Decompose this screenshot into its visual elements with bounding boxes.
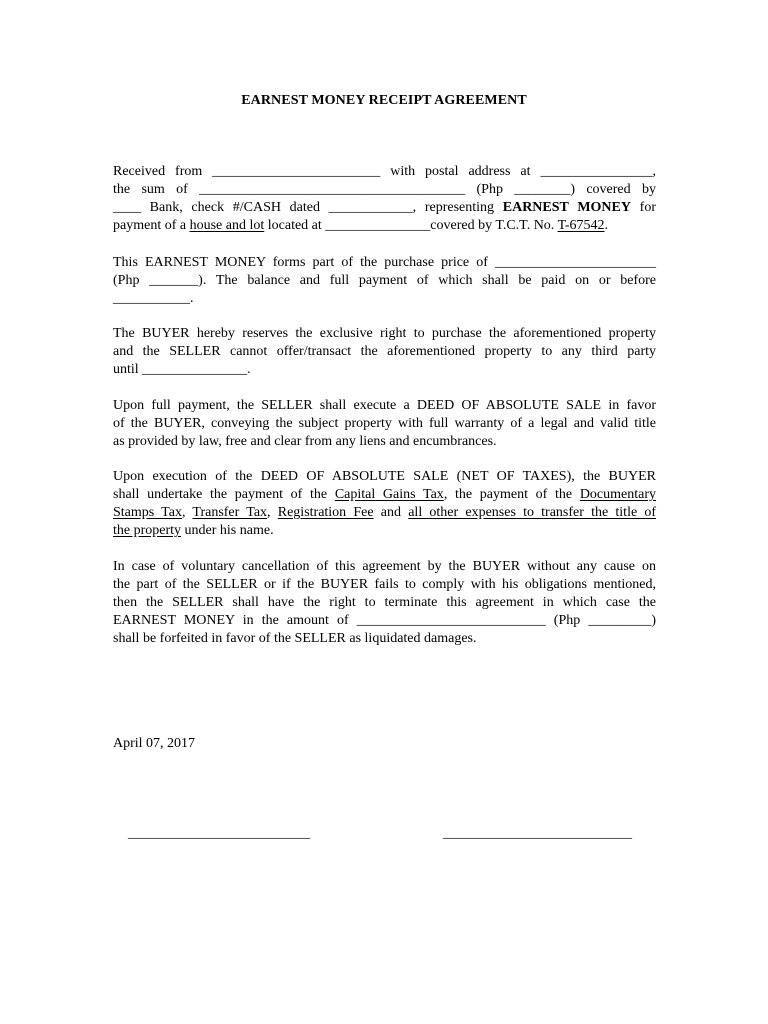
para6-line5: shall be forfeited in favor of the SELLER as liquidated damages. xyxy=(113,631,477,646)
para3-line3: until _______________. xyxy=(113,362,251,377)
para5-line2-start: shall undertake the payment of the xyxy=(113,487,328,502)
paragraph-purchase-price xyxy=(113,254,656,308)
paragraph-cancellation xyxy=(113,558,656,648)
comma-1: , xyxy=(181,505,186,520)
para6-line4: EARNEST MONEY in the amount of ___________________________ (Php _________) xyxy=(113,613,656,628)
para5-line4 xyxy=(113,522,656,540)
para4-line1: Upon full payment, the SELLER shall execute a DEED OF ABSOLUTE SALE in favor xyxy=(113,398,656,413)
the-property-underlined: the property xyxy=(113,523,182,538)
para1-line1: Received from ________________________ with postal address at ________________, xyxy=(113,164,656,179)
para6-line1: In case of voluntary cancellation of this agreement by the BUYER without any cause on xyxy=(113,559,656,574)
signature-line-right: ___________________________ xyxy=(443,826,632,841)
para5-line3 xyxy=(113,504,656,522)
house-and-lot-underlined: house and lot xyxy=(189,218,265,233)
paragraph-received-from xyxy=(113,163,656,235)
para5-line4-end: under his name. xyxy=(184,523,274,538)
para2-line2: (Php _______). The balance and full payment of which shall be paid on or before xyxy=(113,273,656,288)
para2-line1: This EARNEST MONEY forms part of the purchase price of _______________________ xyxy=(113,255,656,270)
agreement-date: April 07, 2017 xyxy=(113,736,196,751)
documentary-underlined: Documentary xyxy=(579,487,657,502)
stamps-tax-underlined: Stamps Tax xyxy=(113,505,182,520)
para5-line1: Upon execution of the DEED OF ABSOLUTE SALE (NET OF TAXES), the BUYER xyxy=(113,469,656,484)
para5-line2-mid: , the payment of the xyxy=(443,487,573,502)
paragraph-exclusive-right xyxy=(113,325,656,379)
para4-line3: as provided by law, free and clear from any liens and encumbrances. xyxy=(113,434,497,449)
transfer-tax-underlined: Transfer Tax xyxy=(192,505,268,520)
para1-line3-end: for xyxy=(639,200,656,215)
paragraph-full-payment xyxy=(113,397,656,451)
para1-line3 xyxy=(113,199,656,217)
paragraph-deed-execution xyxy=(113,468,656,540)
para2-line3: ___________. xyxy=(113,291,194,306)
para1-line4 xyxy=(113,217,656,235)
para5-line2 xyxy=(113,486,656,504)
document-title: EARNEST MONEY RECEIPT AGREEMENT xyxy=(241,93,527,108)
para6-line2: the part of the SELLER or if the BUYER fails to comply with his obligations mentioned, xyxy=(113,577,656,592)
para6-line3: then the SELLER shall have the right to terminate this agreement in which case the xyxy=(113,595,656,610)
para1-line3-text: ____ Bank, check #/CASH dated ____________, representing xyxy=(113,200,495,215)
para1-line4-start: payment of a xyxy=(113,218,187,233)
para3-line2: and the SELLER cannot offer/transact the aforementioned property to any third party xyxy=(113,344,656,359)
registration-fee-underlined: Registration Fee xyxy=(277,505,374,520)
comma-2: , xyxy=(267,505,271,520)
para1-line4-end: . xyxy=(604,218,608,233)
para1-line2: the sum of ______________________________________ (Php ________) covered by xyxy=(113,182,656,197)
para4-line2: of the BUYER, conveying the subject property with full warranty of a legal and valid title xyxy=(113,416,656,431)
other-expenses-underlined: all other expenses to transfer the title of xyxy=(408,505,657,520)
tct-number-underlined: T-67542 xyxy=(557,218,605,233)
para3-line1: The BUYER hereby reserves the exclusive right to purchase the aforementioned property xyxy=(113,326,656,341)
and-word: and xyxy=(380,505,402,520)
para1-line4-mid: located at _______________covered by T.C.T. No. xyxy=(267,218,555,233)
earnest-money-bold: EARNEST MONEY xyxy=(502,200,631,215)
capital-gains-tax-underlined: Capital Gains Tax xyxy=(334,487,444,502)
signature-line-left: __________________________ xyxy=(128,826,310,841)
